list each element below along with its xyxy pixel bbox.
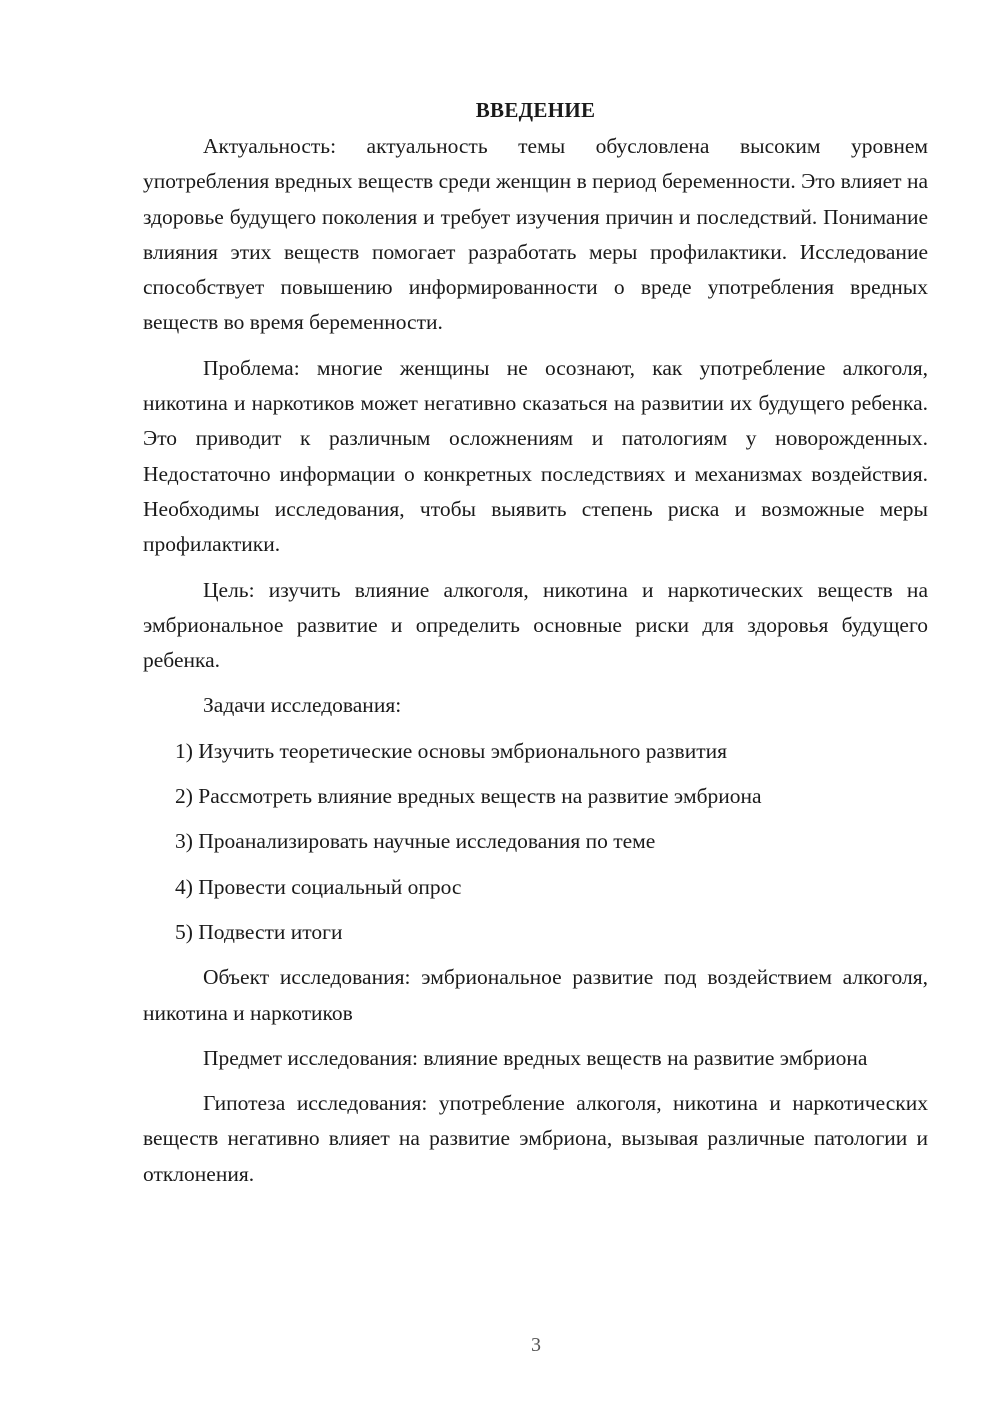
paragraph-problem: Проблема: многие женщины не осознают, как употребление алкоголя, никотина и наркотиков может негативно сказаться на развитии их будущего ребенка. Это приводит к различным осложнениям и патологиям у новорожденных. Недостаточно информации о конкретных последствиях и механизмах воздействия. Необходимы исследования, чтобы выявить степень риска и возможные меры профилактики. [143,355,928,557]
task-item: 4) Провести социальный опрос [175,874,462,899]
paragraph-hypothesis: Гипотеза исследования: употребление алкоголя, никотина и наркотических веществ негативно влияет на развитие эмбриона, вызывая различные патологии и отклонения. [143,1091,928,1186]
page-number: 3 [531,1334,541,1356]
task-item: 3) Проанализировать научные исследования по теме [175,829,656,854]
task-item: 2) Рассмотреть влияние вредных веществ на развитие эмбриона [175,784,762,809]
page-title: ВВЕДЕНИЕ [475,98,596,122]
tasks-heading: Задачи исследования: [203,693,402,718]
document-page [143,95,928,1202]
task-item: 1) Изучить теоретические основы эмбрионального развития [175,738,727,763]
paragraph-relevance: Актуальность: актуальность темы обусловлена высоким уровнем употребления вредных веществ среди женщин в период беременности. Это влияет на здоровье будущего поколения и требует изучения причин и последствий. Понимание влияния этих веществ помогает разработать меры профилактики. Исследование способствует повышению информированности о вреде употребления вредных веществ во время беременности. [143,134,928,335]
paragraph-object: Объект исследования: эмбриональное развитие под воздействием алкоголя, никотина и наркотиков [143,965,928,1025]
task-item: 5) Подвести итоги [175,919,343,944]
tasks-list [143,734,928,950]
paragraph-goal: Цель: изучить влияние алкоголя, никотина и наркотических веществ на эмбриональное развитие и определить основные риски для здоровья будущего ребенка. [143,577,928,673]
paragraph-subject: Предмет исследования: влияние вредных веществ на развитие эмбриона [203,1045,868,1070]
